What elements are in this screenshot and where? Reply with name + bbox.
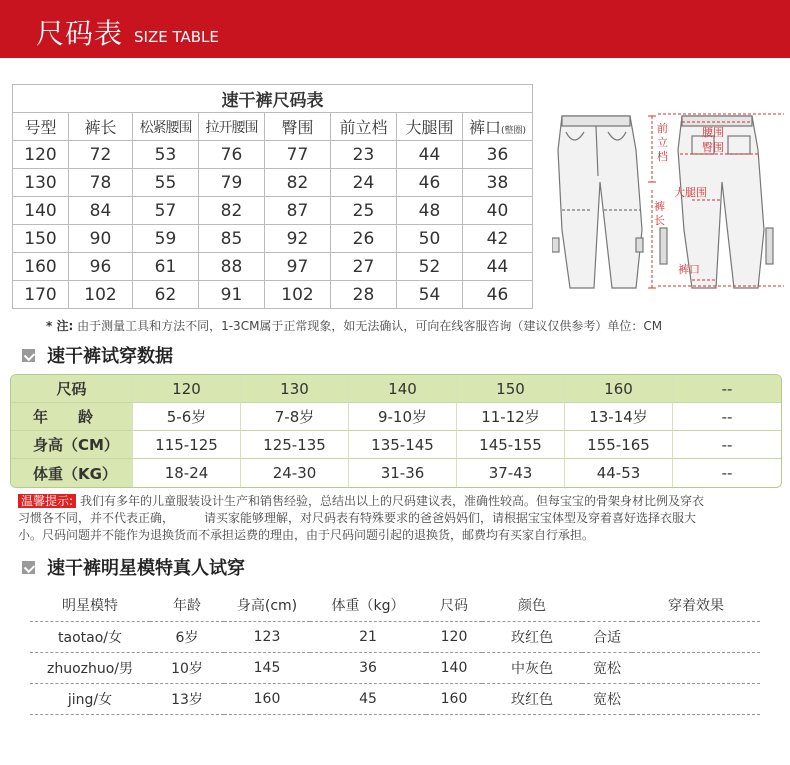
checkbox-icon	[22, 349, 35, 362]
trial-row-label: 尺码	[11, 375, 133, 403]
table-cell: 25	[331, 197, 397, 225]
header-cell: 拉开腰围	[199, 113, 265, 141]
table-cell: 61	[133, 253, 199, 281]
trial-table	[10, 374, 782, 488]
table-cell: 88	[199, 253, 265, 281]
header-note: (整圈)	[500, 126, 527, 136]
note-prefix: * 注:	[46, 319, 74, 333]
table-cell: 23	[331, 141, 397, 169]
table-row	[13, 281, 533, 309]
table-cell: 53	[133, 141, 199, 169]
table-cell: 宽松	[582, 683, 632, 714]
diagram-label-front-rise: 前	[657, 122, 668, 135]
header-cell: 尺码	[426, 590, 482, 621]
trial-row-label: 身高（CM）	[11, 431, 133, 459]
checkbox-icon	[22, 561, 35, 574]
table-cell: 97	[265, 253, 331, 281]
tips-line2: 习惯各不同，并不代表正确， 请买家能够理解，对尺码表有特殊要求的爸爸妈妈们，请根据宝宝体型及穿着喜好选择衣服大	[18, 511, 697, 525]
tips-line1: 我们有多年的儿童服装设计生产和销售经验，总结出以上的尺码建议表，准确性较高。但每宝宝的骨架身材比例及穿衣	[80, 494, 705, 508]
table-cell: 36	[310, 652, 426, 683]
page-header	[0, 0, 790, 58]
table-cell: taotao/女	[30, 621, 150, 652]
table-cell: 150	[13, 225, 69, 253]
trial-row-label: 年 龄	[11, 403, 133, 431]
table-cell: 91	[199, 281, 265, 309]
trial-cell: 155-165	[565, 431, 673, 459]
table-cell	[632, 683, 760, 714]
table-cell: 24	[331, 169, 397, 197]
table-cell: 102	[69, 281, 133, 309]
table-cell: 79	[199, 169, 265, 197]
table-cell: 96	[69, 253, 133, 281]
trial-cell: --	[721, 464, 733, 482]
table-cell: 85	[199, 225, 265, 253]
trial-section-title	[22, 342, 173, 368]
table-cell: 82	[199, 197, 265, 225]
table-cell: 130	[13, 169, 69, 197]
trial-cell: 31-36	[349, 459, 457, 487]
table-cell: 54	[397, 281, 463, 309]
trial-cell: 37-43	[457, 459, 565, 487]
header-cell: 穿着效果	[632, 590, 760, 621]
header-cell: 体重（kg）	[310, 590, 426, 621]
table-cell: 55	[133, 169, 199, 197]
trial-row-label: 体重（KG）	[11, 459, 133, 487]
model-table-body	[30, 590, 760, 714]
table-cell: 45	[310, 683, 426, 714]
table-cell: 合适	[582, 621, 632, 652]
header-cell: 大腿围	[397, 113, 463, 141]
header-cell	[463, 113, 533, 141]
table-cell: 21	[310, 621, 426, 652]
trial-cell: 18-24	[133, 459, 241, 487]
size-table-caption: 速干裤尺码表	[13, 85, 533, 113]
trial-cell: 160	[565, 375, 673, 403]
trial-cell: 11-12岁	[457, 403, 565, 431]
model-table	[30, 590, 760, 715]
table-cell: 玫红色	[482, 683, 582, 714]
trial-cell: 150	[457, 375, 565, 403]
table-cell: 140	[13, 197, 69, 225]
header-cell: 颜色	[482, 590, 582, 621]
trial-cell: 115-125	[133, 431, 241, 459]
model-section-title	[22, 554, 245, 580]
header-cell: 前立档	[331, 113, 397, 141]
table-cell: 宽松	[582, 652, 632, 683]
table-cell: 160	[224, 683, 310, 714]
header-cell: 明星模特	[30, 590, 150, 621]
trial-cell: --	[673, 431, 781, 459]
table-row	[13, 225, 533, 253]
table-row	[13, 253, 533, 281]
trial-cell: 125-135	[241, 431, 349, 459]
table-cell: 84	[69, 197, 133, 225]
trial-cell: 44-53	[565, 459, 673, 487]
table-cell: 玫红色	[482, 621, 582, 652]
header-cell: 松紧腰围	[133, 113, 199, 141]
header-title-cn: 尺码表	[36, 17, 124, 50]
note-text: 由于测量工具和方法不同，1-3CM属于正常现象，如无法确认，可向在线客服咨询（建议仅供参考）单位：CM	[77, 319, 663, 333]
trial-row	[11, 459, 781, 487]
table-cell: 26	[331, 225, 397, 253]
header-cell	[582, 590, 632, 621]
table-cell: 40	[463, 197, 533, 225]
table-cell	[632, 621, 760, 652]
table-cell: zhuozhuo/男	[30, 652, 150, 683]
table-cell: 160	[426, 683, 482, 714]
table-row	[13, 169, 533, 197]
table-cell: 77	[265, 141, 331, 169]
tips-line3: 小。尺码问题并不能作为退换货而不承担运费的理由，由于尺码问题引起的退换货，邮费均有买家自行承担。	[18, 528, 595, 542]
svg-text:立: 立	[657, 136, 668, 149]
header-cell: 年龄	[150, 590, 224, 621]
diagram-label-hip: 臀围	[702, 141, 724, 154]
table-cell: 38	[463, 169, 533, 197]
diagram-label-length: 裤	[654, 200, 665, 213]
model-section-title-text: 速干裤明星模特真人试穿	[47, 558, 245, 579]
table-cell: 6岁	[150, 621, 224, 652]
trial-cell: 9-10岁	[349, 403, 457, 431]
table-cell: 52	[397, 253, 463, 281]
table-cell: 10岁	[150, 652, 224, 683]
trial-cell: 120	[133, 375, 241, 403]
diagram-label-thigh: 大腿围	[674, 186, 707, 199]
trial-row	[11, 403, 781, 431]
table-cell: 92	[265, 225, 331, 253]
table-cell: jing/女	[30, 683, 150, 714]
table-cell: 82	[265, 169, 331, 197]
header-cell-text: 裤口	[468, 118, 501, 137]
table-cell: 62	[133, 281, 199, 309]
table-cell: 46	[463, 281, 533, 309]
table-cell: 140	[426, 652, 482, 683]
table-cell: 102	[265, 281, 331, 309]
table-cell: 59	[133, 225, 199, 253]
table-cell: 78	[69, 169, 133, 197]
measurement-note	[46, 317, 662, 334]
table-cell: 中灰色	[482, 652, 582, 683]
header-title-en: SIZE TABLE	[134, 28, 219, 46]
diagram-label-hem: 裤口	[678, 263, 700, 276]
pants-diagram	[552, 110, 786, 296]
table-row	[13, 197, 533, 225]
table-cell: 72	[69, 141, 133, 169]
header-cell: 号型	[13, 113, 69, 141]
model-table-header	[30, 590, 760, 621]
trial-cell: 135-145	[349, 431, 457, 459]
table-row	[30, 652, 760, 683]
trial-cell: --	[673, 375, 781, 403]
table-cell: 42	[463, 225, 533, 253]
table-row	[30, 621, 760, 652]
table-cell: 145	[224, 652, 310, 683]
table-cell: 123	[224, 621, 310, 652]
table-cell: 57	[133, 197, 199, 225]
trial-cell: 5-6岁	[133, 403, 241, 431]
trial-row	[11, 431, 781, 459]
svg-text:长: 长	[654, 214, 665, 227]
pants-front-icon	[552, 116, 643, 288]
trial-section-title-text: 速干裤试穿数据	[47, 346, 173, 367]
table-cell: 160	[13, 253, 69, 281]
table-row	[30, 683, 760, 714]
header-cell: 臀围	[265, 113, 331, 141]
trial-row	[11, 375, 781, 403]
table-cell: 28	[331, 281, 397, 309]
trial-cell: 145-155	[457, 431, 565, 459]
diagram-label-waist: 腰围	[702, 126, 724, 139]
table-cell: 46	[397, 169, 463, 197]
trial-cell: 140	[349, 375, 457, 403]
svg-text:档: 档	[657, 150, 668, 163]
trial-cell: 130	[241, 375, 349, 403]
tips-block	[18, 493, 778, 544]
table-cell: 120	[426, 621, 482, 652]
header-cell: 身高(cm)	[224, 590, 310, 621]
table-cell: 76	[199, 141, 265, 169]
trial-cell: 7-8岁	[241, 403, 349, 431]
size-table-header	[13, 113, 533, 141]
table-row	[13, 141, 533, 169]
table-cell: 13岁	[150, 683, 224, 714]
table-cell: 170	[13, 281, 69, 309]
table-cell: 87	[265, 197, 331, 225]
table-cell: 120	[13, 141, 69, 169]
table-cell: 90	[69, 225, 133, 253]
table-cell: 36	[463, 141, 533, 169]
tips-badge: 温馨提示:	[18, 494, 76, 508]
table-cell: 48	[397, 197, 463, 225]
table-cell: 44	[397, 141, 463, 169]
size-table-body	[13, 141, 533, 309]
header-cell: 裤长	[69, 113, 133, 141]
table-cell	[632, 652, 760, 683]
trial-cell: 13-14岁	[565, 403, 673, 431]
table-cell: 44	[463, 253, 533, 281]
table-cell: 50	[397, 225, 463, 253]
table-cell: 27	[331, 253, 397, 281]
trial-table-body	[11, 375, 781, 487]
trial-cell: 24-30	[241, 459, 349, 487]
size-table	[12, 84, 533, 309]
trial-cell: --	[673, 403, 781, 431]
